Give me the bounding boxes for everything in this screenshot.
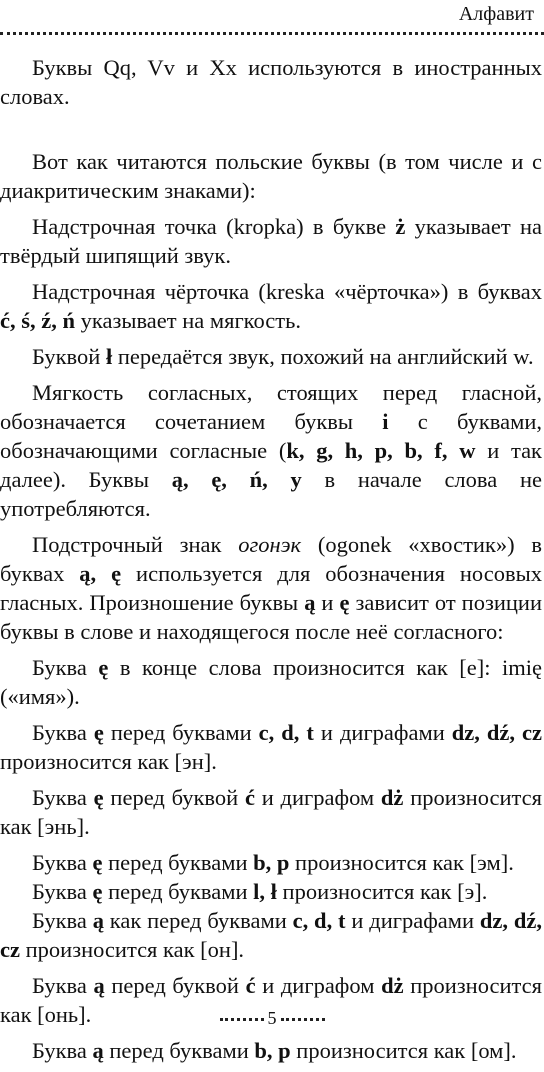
- paragraph: Вот как читаются польские буквы (в том числе и с диакритическим знаками):: [0, 149, 542, 203]
- paragraph: Буква ą как перед буквами c, d, t и диграфами dz, dź, cz произносится как [он].: [0, 908, 543, 962]
- paragraph: Буквы Qq, Vv и Xx используются в иностранных словах.: [0, 55, 542, 109]
- paragraph: Надстрочная точка (kropka) в букве ż указывает на твёрдый шипящий звук.: [0, 214, 542, 268]
- paragraph: Буква ą перед буквой ć и диграфом dż произносится как [онь].: [0, 973, 542, 1027]
- page-footer: [0, 1006, 544, 1030]
- paragraph: Буква ę перед буквами b, p произносится как [эм].: [32, 850, 514, 875]
- paragraph: Буква ę перед буквами l, ł произносится как [э].: [32, 879, 488, 904]
- paragraph: Надстрочная чёрточка (kreska «чёрточка») в буквах ć, ś, ź, ń указывает на мягкость.: [0, 279, 542, 333]
- paragraph: Буква ę перед буквами c, d, t и диграфами dz, dź, cz произносится как [эн].: [0, 720, 542, 774]
- paragraph: Буква ę в конце слова произносится как [е]: imię («имя»).: [0, 655, 542, 709]
- page-body: [0, 53, 544, 1072]
- footer-dots-right: [281, 1018, 325, 1021]
- footer-dots-left: [220, 1018, 264, 1021]
- running-header: [0, 0, 544, 35]
- paragraph: Подстрочный знак огонэк (ogonek «хвостик») в буквах ą, ę используется для обозначения носовых гласных. Произношение буквы ą и ę зависит от позиции буквы в слове и находящегося после неё согласного:: [0, 532, 543, 644]
- header-title: Алфавит: [458, 3, 534, 25]
- paragraph: Буква ą перед буквами b, p произносится как [ом].: [32, 1038, 517, 1063]
- paragraph: Буква ę перед буквой ć и диграфом dż произносится как [энь].: [0, 785, 542, 839]
- page-number: 5: [267, 1008, 277, 1028]
- paragraph: Мягкость согласных, стоящих перед гласной, обозначается сочетанием буквы i с буквами, обозначающими согласные (k, g, h, p, b, f, w и так далее). Буквы ą, ę, ń, y в начале слова не употребляются.: [0, 380, 542, 521]
- paragraph: Буквой ł передаётся звук, похожий на английский w.: [32, 344, 534, 369]
